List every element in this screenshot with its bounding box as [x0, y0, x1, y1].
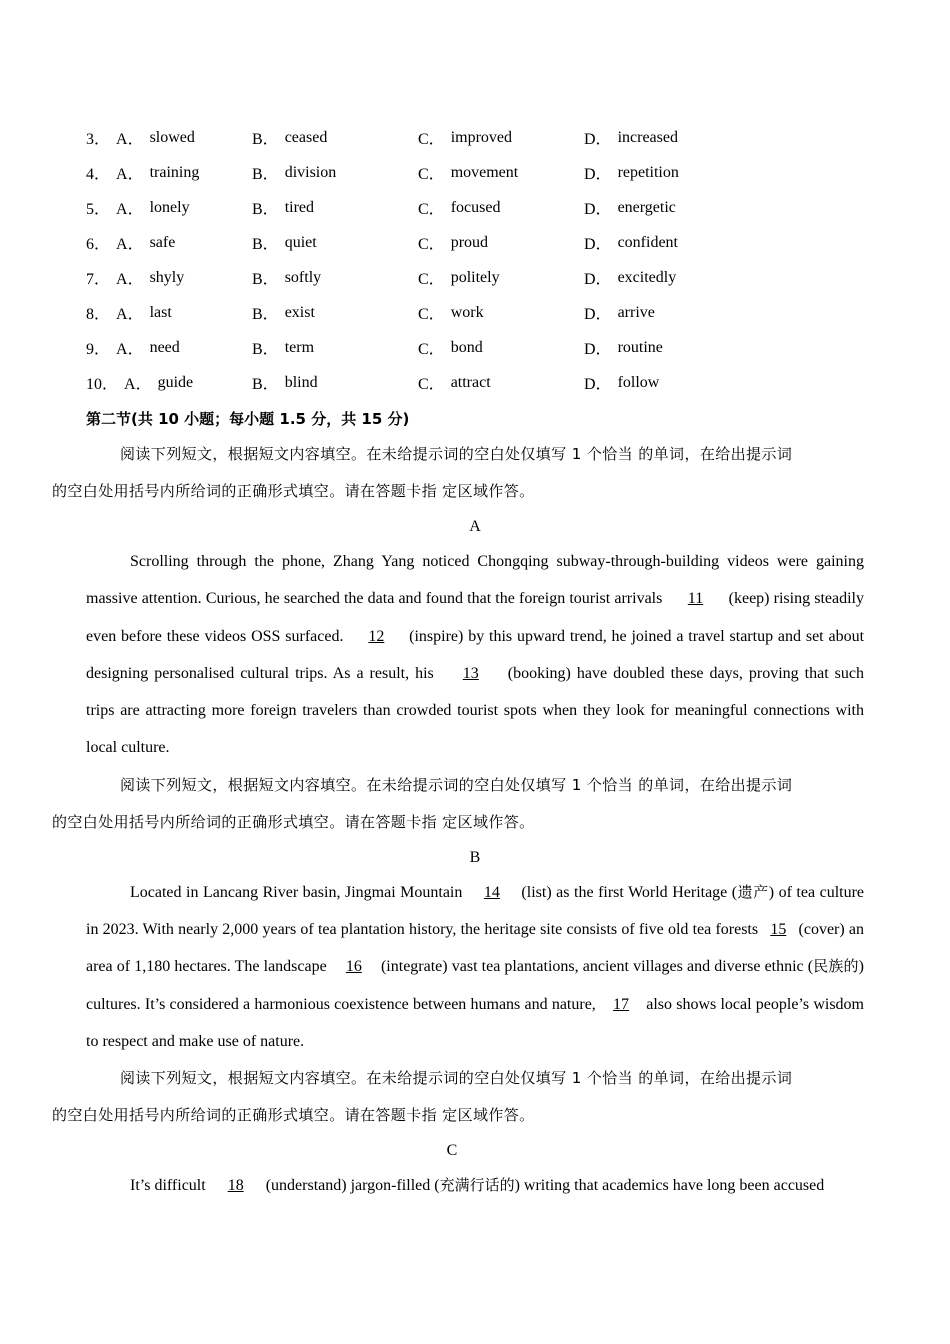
- question-number: 9．: [86, 341, 111, 358]
- option-text: repetition: [617, 163, 679, 181]
- option-letter: A．: [116, 341, 144, 358]
- blank-13[interactable]: 13: [462, 664, 479, 682]
- option-letter: C．: [418, 376, 445, 393]
- option-letter: D．: [584, 201, 612, 218]
- option-b[interactable]: [252, 196, 418, 219]
- option-text: routine: [617, 338, 663, 356]
- question-number: 8．: [86, 306, 111, 323]
- option-b[interactable]: [252, 161, 418, 184]
- option-text: need: [149, 338, 180, 356]
- option-text: blind: [284, 373, 318, 391]
- option-c[interactable]: [418, 371, 584, 394]
- option-a[interactable]: [86, 196, 252, 219]
- option-text: lonely: [149, 198, 190, 216]
- option-text: guide: [157, 373, 194, 391]
- option-letter: D．: [584, 271, 612, 288]
- option-text: exist: [284, 303, 315, 321]
- option-c[interactable]: [418, 126, 584, 149]
- option-a[interactable]: [86, 231, 252, 254]
- option-b[interactable]: [252, 336, 418, 359]
- blank-12[interactable]: 12: [368, 627, 385, 645]
- option-letter: A．: [116, 236, 144, 253]
- question-row: [86, 260, 864, 295]
- option-a[interactable]: [86, 266, 252, 289]
- option-letter: C．: [418, 131, 445, 148]
- blank-15[interactable]: 15: [770, 921, 787, 939]
- question-row: [86, 155, 864, 190]
- option-letter: B．: [252, 306, 279, 323]
- option-text: focused: [450, 198, 501, 216]
- option-b[interactable]: [252, 371, 418, 394]
- blank-11[interactable]: 11: [687, 590, 704, 608]
- exam-page: [52, 120, 865, 1205]
- option-letter: D．: [584, 376, 612, 393]
- option-d[interactable]: [584, 126, 750, 149]
- option-d[interactable]: [584, 161, 750, 184]
- option-letter: C．: [418, 236, 445, 253]
- blank-16[interactable]: 16: [345, 958, 362, 976]
- option-letter: A．: [116, 201, 144, 218]
- instruction-c: 阅读下列短文，根据短文内容填空。在未给提示词的空白处仅填写 1 个恰当 的单词，在给出提示词 的空白处用括号内所给词的正确形式填空。请在答题卡指 定区域作答。: [52, 1069, 793, 1125]
- question-row: [86, 330, 864, 365]
- option-text: proud: [450, 233, 489, 251]
- option-letter: C．: [418, 166, 445, 183]
- question-number: 3．: [86, 131, 111, 148]
- option-text: tired: [284, 198, 315, 216]
- question-row: [86, 295, 864, 330]
- option-b[interactable]: [252, 126, 418, 149]
- option-text: quiet: [284, 233, 317, 251]
- option-text: improved: [450, 128, 513, 146]
- question-number: 7．: [86, 271, 111, 288]
- option-c[interactable]: [418, 196, 584, 219]
- option-letter: B．: [252, 166, 279, 183]
- option-letter: B．: [252, 376, 279, 393]
- options-list: [86, 120, 864, 400]
- option-b[interactable]: [252, 231, 418, 254]
- question-row: [86, 365, 864, 400]
- option-d[interactable]: [584, 266, 750, 289]
- option-letter: C．: [418, 201, 445, 218]
- option-d[interactable]: [584, 336, 750, 359]
- passage-b: Located in Lancang River basin, Jingmai Mountain 14 (list) as the first World Heritage (遗产) of tea culture in 2023. With nearly 2,000 years of tea plantation history, the heritage site consists of five old tea forests 15 (cover) an area of 1,180 hectares. The landscape 16 (integrate) vast tea plantations, ancient villages and diverse ethnic (民族的) cultures. It’s considered a harmonious coexistence between humans and nature, 17 also shows local people’s wisdom to respect and make use of nature.: [86, 874, 864, 1060]
- option-letter: C．: [418, 271, 445, 288]
- option-text: safe: [149, 233, 176, 251]
- option-d[interactable]: [584, 231, 750, 254]
- option-c[interactable]: [418, 301, 584, 324]
- option-c[interactable]: [418, 161, 584, 184]
- option-text: training: [149, 163, 200, 181]
- option-text: politely: [450, 268, 500, 286]
- option-letter: D．: [584, 131, 612, 148]
- option-d[interactable]: [584, 301, 750, 324]
- option-text: term: [284, 338, 315, 356]
- option-a[interactable]: [86, 371, 252, 394]
- option-text: excitedly: [617, 268, 677, 286]
- section-title: 第二节(共 10 小题；每小题 1.5 分，共 15 分): [86, 409, 410, 428]
- option-b[interactable]: [252, 266, 418, 289]
- passage-a-label: A: [469, 518, 481, 535]
- passage-c: It’s difficult 18 (understand) jargon-filled (充满行话的) writing that academics have long been accused: [86, 1167, 864, 1204]
- blank-17[interactable]: 17: [613, 995, 630, 1013]
- option-a[interactable]: [86, 301, 252, 324]
- option-letter: B．: [252, 341, 279, 358]
- option-letter: A．: [124, 376, 152, 393]
- option-letter: B．: [252, 236, 279, 253]
- option-d[interactable]: [584, 196, 750, 219]
- option-letter: D．: [584, 166, 612, 183]
- blank-14[interactable]: 14: [483, 883, 500, 901]
- option-c[interactable]: [418, 266, 584, 289]
- option-text: last: [149, 303, 172, 321]
- option-letter: C．: [418, 306, 445, 323]
- question-row: [86, 190, 864, 225]
- question-row: [86, 120, 864, 155]
- option-a[interactable]: [86, 336, 252, 359]
- instruction-a: 阅读下列短文，根据短文内容填空。在未给提示词的空白处仅填写 1 个恰当 的单词，在给出提示词 的空白处用括号内所给词的正确形式填空。请在答题卡指 定区域作答。: [52, 445, 793, 500]
- question-number: 5．: [86, 201, 111, 218]
- option-text: confident: [617, 233, 678, 251]
- option-text: work: [450, 303, 484, 321]
- option-text: shyly: [149, 268, 185, 286]
- option-text: arrive: [617, 303, 655, 321]
- option-text: softly: [284, 268, 322, 286]
- option-letter: A．: [116, 166, 144, 183]
- option-text: ceased: [284, 128, 328, 146]
- option-c[interactable]: [418, 336, 584, 359]
- question-number: 6．: [86, 236, 111, 253]
- option-c[interactable]: [418, 231, 584, 254]
- passage-c-label: C: [446, 1142, 458, 1160]
- option-letter: D．: [584, 236, 612, 253]
- passage-a: Scrolling through the phone, Zhang Yang noticed Chongqing subway-through-building videos were gaining massive attention. Curious, he searched the data and found that the foreign tourist arrivals 11 (keep) rising steadily even before these videos OSS surfaced. 12 (inspire) by this upward trend, he joined a travel startup and set about designing personalised cultural trips. As a result, his 13 (booking) have doubled these days, proving that such trips are attracting more foreign travelers than crowded tourist spots when they look for meaningful connections with local culture.: [86, 553, 865, 757]
- option-letter: A．: [116, 131, 144, 148]
- question-number: 10．: [86, 376, 119, 393]
- option-b[interactable]: [252, 301, 418, 324]
- option-text: energetic: [617, 198, 676, 216]
- question-number: 4．: [86, 166, 111, 183]
- option-text: division: [284, 163, 337, 181]
- question-row: [86, 225, 864, 260]
- option-letter: A．: [116, 271, 144, 288]
- option-letter: D．: [584, 341, 612, 358]
- option-text: follow: [617, 373, 660, 391]
- passage-b-label: B: [469, 848, 481, 866]
- option-text: attract: [450, 373, 491, 391]
- option-text: bond: [450, 338, 483, 356]
- option-d[interactable]: [584, 371, 750, 394]
- instruction-b: 阅读下列短文，根据短文内容填空。在未给提示词的空白处仅填写 1 个恰当 的单词，在给出提示词 的空白处用括号内所给词的正确形式填空。请在答题卡指 定区域作答。: [52, 775, 793, 831]
- blank-18[interactable]: 18: [227, 1177, 244, 1195]
- option-text: slowed: [149, 128, 195, 146]
- option-text: increased: [617, 128, 678, 146]
- option-letter: B．: [252, 131, 279, 148]
- option-letter: D．: [584, 306, 612, 323]
- option-letter: B．: [252, 271, 279, 288]
- option-letter: B．: [252, 201, 279, 218]
- option-a[interactable]: [86, 161, 252, 184]
- option-text: movement: [450, 163, 519, 181]
- option-a[interactable]: [86, 126, 252, 149]
- option-letter: A．: [116, 306, 144, 323]
- option-letter: C．: [418, 341, 445, 358]
